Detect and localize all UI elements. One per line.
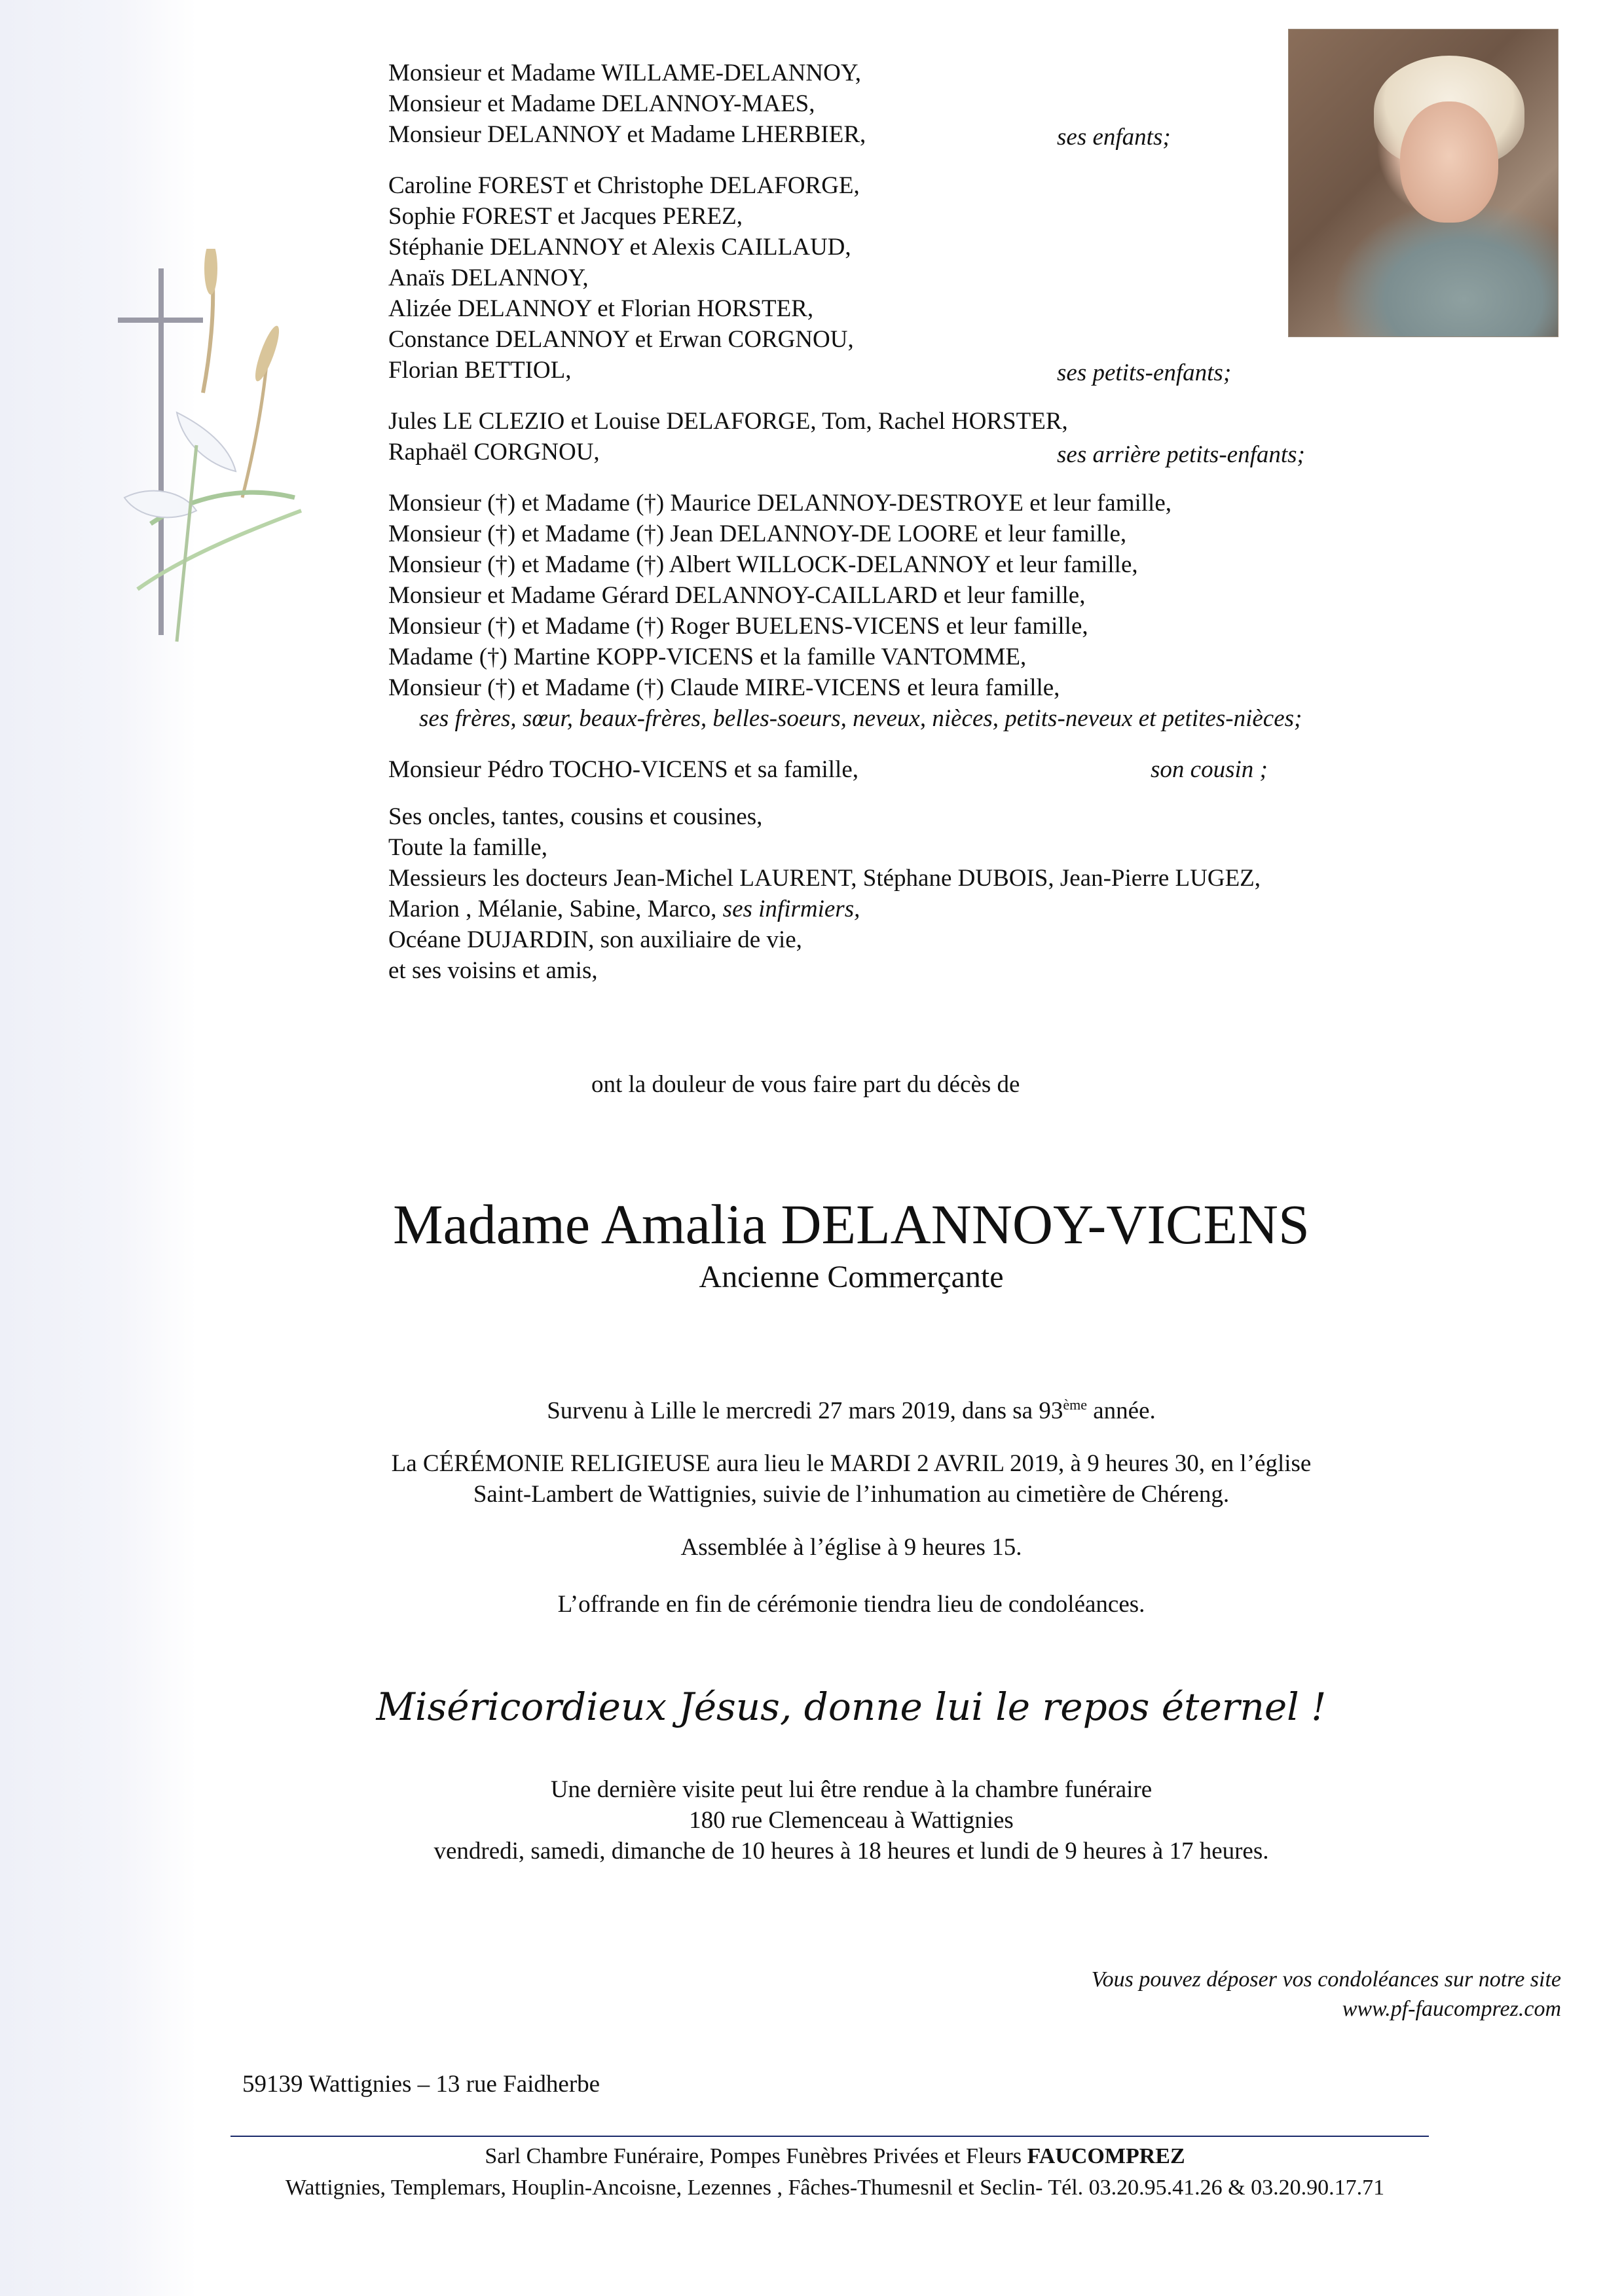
children-line-2: Monsieur et Madame DELANNOY-MAES, xyxy=(388,90,815,117)
wheat-ear xyxy=(204,249,217,295)
prayer-text: Miséricordieux Jésus, donne lui le repos éternel ! xyxy=(376,1685,1327,1729)
lily-flower xyxy=(177,412,236,471)
others-line-3: Messieurs les docteurs Jean-Michel LAURENT, Stéphane DUBOIS, Jean-Pierre LUGEZ, xyxy=(388,865,1261,892)
footer-company: FAUCOMPREZ xyxy=(1027,2144,1185,2168)
visit-line-1: Une dernière visite peut lui être rendue à la chambre funéraire xyxy=(550,1776,1153,1803)
grandchildren-role: ses petits-enfants; xyxy=(1057,359,1232,386)
siblings-role: ses frères, sœur, beaux-frères, belles-soeurs, neveux, nièces, petits-neveux et petites-nièces; xyxy=(419,705,1302,732)
siblings-line-4: Monsieur et Madame Gérard DELANNOY-CAILLARD et leur famille, xyxy=(388,582,1086,609)
footer-line-1 xyxy=(196,2141,1473,2172)
grandchildren-line-4: Anaïs DELANNOY, xyxy=(388,264,589,291)
siblings-line-2: Monsieur (†) et Madame (†) Jean DELANNOY-DE LOORE et leur famille, xyxy=(388,520,1127,547)
children-role: ses enfants; xyxy=(1057,124,1171,151)
siblings-line-5: Monsieur (†) et Madame (†) Roger BUELENS-VICENS et leur famille, xyxy=(388,613,1088,640)
children-line-1: Monsieur et Madame WILLAME-DELANNOY, xyxy=(388,60,862,86)
cross-horizontal xyxy=(118,318,203,323)
lily-stem xyxy=(177,445,196,642)
grandchildren-line-6: Constance DELANNOY et Erwan CORGNOU, xyxy=(388,326,854,353)
others-line-5: Océane DUJARDIN, son auxiliaire de vie, xyxy=(388,926,802,953)
deceased-name: Madame Amalia DELANNOY-VICENS xyxy=(393,1193,1310,1256)
grandchildren-line-3: Stéphanie DELANNOY et Alexis CAILLAUD, xyxy=(388,234,851,261)
grandchildren-line-2: Sophie FOREST et Jacques PEREZ, xyxy=(388,203,743,230)
grandchildren-line-7: Florian BETTIOL, xyxy=(388,357,572,384)
announcement-text: ont la douleur de vous faire part du décès de xyxy=(591,1071,1020,1098)
footer-line-2: Wattignies, Templemars, Houplin-Ancoisne, Lezennes , Fâches-Thumesnil et Seclin- Tél. 03.20.95.41.26 & 03.20.90.17.71 xyxy=(285,2176,1385,2200)
death-date-text: Survenu à Lille le mercredi 27 mars 2019, dans sa 93 xyxy=(547,1397,1063,1425)
footer-divider xyxy=(231,2136,1429,2137)
cross-and-lilies-illustration xyxy=(98,249,321,655)
death-date-end: année. xyxy=(1086,1397,1156,1425)
visit-line-3: vendredi, samedi, dimanche de 10 heures à 18 heures et lundi de 9 heures à 17 heures. xyxy=(434,1838,1269,1865)
ceremony-line-1: La CÉRÉMONIE RELIGIEUSE aura lieu le MARDI 2 AVRIL 2019, à 9 heures 30, en l’église xyxy=(391,1450,1312,1477)
ceremony-line-2: Saint-Lambert de Wattignies, suivie de l’inhumation au cimetière de Chéreng. xyxy=(473,1481,1230,1508)
condolences-url[interactable]: www.pf-faucomprez.com xyxy=(1342,1997,1561,2021)
nurses-role: ses infirmiers, xyxy=(722,896,860,922)
portrait-face xyxy=(1400,101,1498,223)
visit-line-2: 180 rue Clemenceau à Wattignies xyxy=(689,1807,1014,1834)
grandchildren-line-5: Alizée DELANNOY et Florian HORSTER, xyxy=(388,295,814,322)
nurses-names: Marion , Mélanie, Sabine, Marco, xyxy=(388,896,717,922)
address-line: 59139 Wattignies – 13 rue Faidherbe xyxy=(242,2071,600,2098)
portrait-photo xyxy=(1288,29,1559,337)
others-line-1: Ses oncles, tantes, cousins et cousines, xyxy=(388,803,763,830)
deceased-occupation: Ancienne Commerçante xyxy=(699,1260,1004,1294)
great-grandchildren-role: ses arrière petits-enfants; xyxy=(1057,441,1305,468)
offering-line: L’offrande en fin de cérémonie tiendra lieu de condoléances. xyxy=(557,1591,1145,1618)
wheat-ear-2 xyxy=(251,323,284,383)
others-line-2: Toute la famille, xyxy=(388,834,547,861)
grandchildren-line-1: Caroline FOREST et Christophe DELAFORGE, xyxy=(388,172,860,199)
lily-flower-2 xyxy=(124,491,196,518)
cross-vertical xyxy=(158,268,164,635)
death-date-line xyxy=(196,1389,1506,1426)
cousin-role: son cousin ; xyxy=(1151,756,1268,783)
children-line-3: Monsieur DELANNOY et Madame LHERBIER, xyxy=(388,121,866,148)
siblings-line-3: Monsieur (†) et Madame (†) Albert WILLOCK-DELANNOY et leur famille, xyxy=(388,551,1138,578)
cousin-line: Monsieur Pédro TOCHO-VICENS et sa famille, xyxy=(388,756,858,783)
siblings-line-7: Monsieur (†) et Madame (†) Claude MIRE-VICENS et leura famille, xyxy=(388,674,1060,701)
siblings-line-6: Madame (†) Martine KOPP-VICENS et la famille VANTOMME, xyxy=(388,644,1027,670)
great-grandchildren-line-2: Raphaël CORGNOU, xyxy=(388,439,600,465)
nurses-line xyxy=(388,894,860,924)
others-line-6: et ses voisins et amis, xyxy=(388,957,598,984)
condolences-line: Vous pouvez déposer vos condoléances sur notre site xyxy=(1091,1967,1561,1992)
footer-line-1-text: Sarl Chambre Funéraire, Pompes Funèbres Privées et Fleurs xyxy=(485,2144,1027,2168)
assembly-line: Assemblée à l’église à 9 heures 15. xyxy=(680,1534,1022,1561)
siblings-line-1: Monsieur (†) et Madame (†) Maurice DELANNOY-DESTROYE et leur famille, xyxy=(388,490,1172,517)
death-date-sup: ème xyxy=(1063,1396,1087,1413)
great-grandchildren-line-1: Jules LE CLEZIO et Louise DELAFORGE, Tom, Rachel HORSTER, xyxy=(388,408,1068,435)
